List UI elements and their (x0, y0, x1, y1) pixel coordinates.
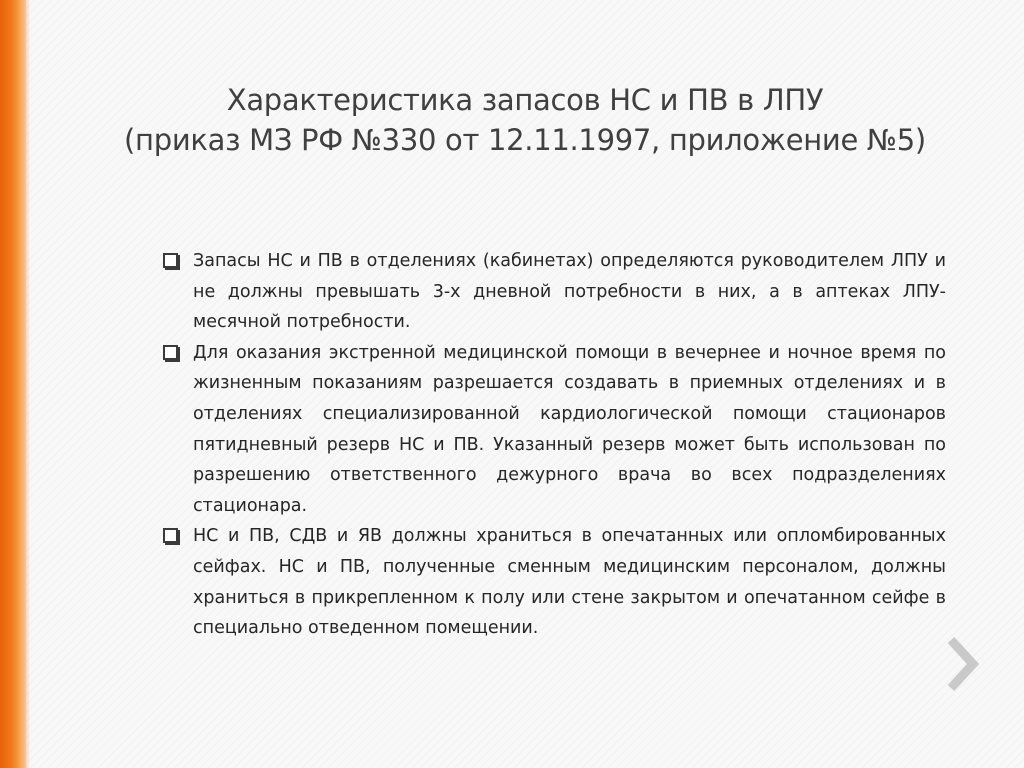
checkbox-square-icon (163, 345, 178, 360)
list-item-text: НС и ПВ, СДВ и ЯВ должны храниться в опечатанных или опломбированных сейфах. НС и ПВ, полученные сменным медицинским персоналом, должны храниться в прикрепленном к полу или стене закрытом и опечатанном сейфе в специально отведенном помещении. (193, 526, 946, 639)
accent-side-bar (0, 0, 26, 768)
list-item (158, 246, 946, 338)
title-line-1: Характеристика запасов НС и ПВ в ЛПУ (226, 83, 824, 117)
checkbox-square-icon (163, 253, 178, 268)
list-item-text: Запасы НС и ПВ в отделениях (кабинетах) определяются руководителем ЛПУ и не должны превышать 3-х дневной потребности в них, а в аптеках ЛПУ-месячной потребности. (193, 251, 946, 333)
chevron-right-icon[interactable] (943, 634, 983, 694)
slide-title (60, 80, 990, 160)
list-item (158, 338, 946, 522)
checkbox-square-icon (163, 528, 178, 543)
list-item (158, 521, 946, 643)
bullet-list (158, 246, 946, 644)
title-line-2: (приказ МЗ РФ №330 от 12.11.1997, приложение №5) (124, 123, 926, 157)
list-item-text: Для оказания экстренной медицинской помощи в вечернее и ночное время по жизненным показаниям разрешается создавать в приемных отделениях и в отделениях специализированной кардиологической помощи стационаров пятидневный резерв НС и ПВ. Указанный резерв может быть использован по разрешению ответственного дежурного врача во всех подразделениях стационара. (193, 342, 946, 516)
